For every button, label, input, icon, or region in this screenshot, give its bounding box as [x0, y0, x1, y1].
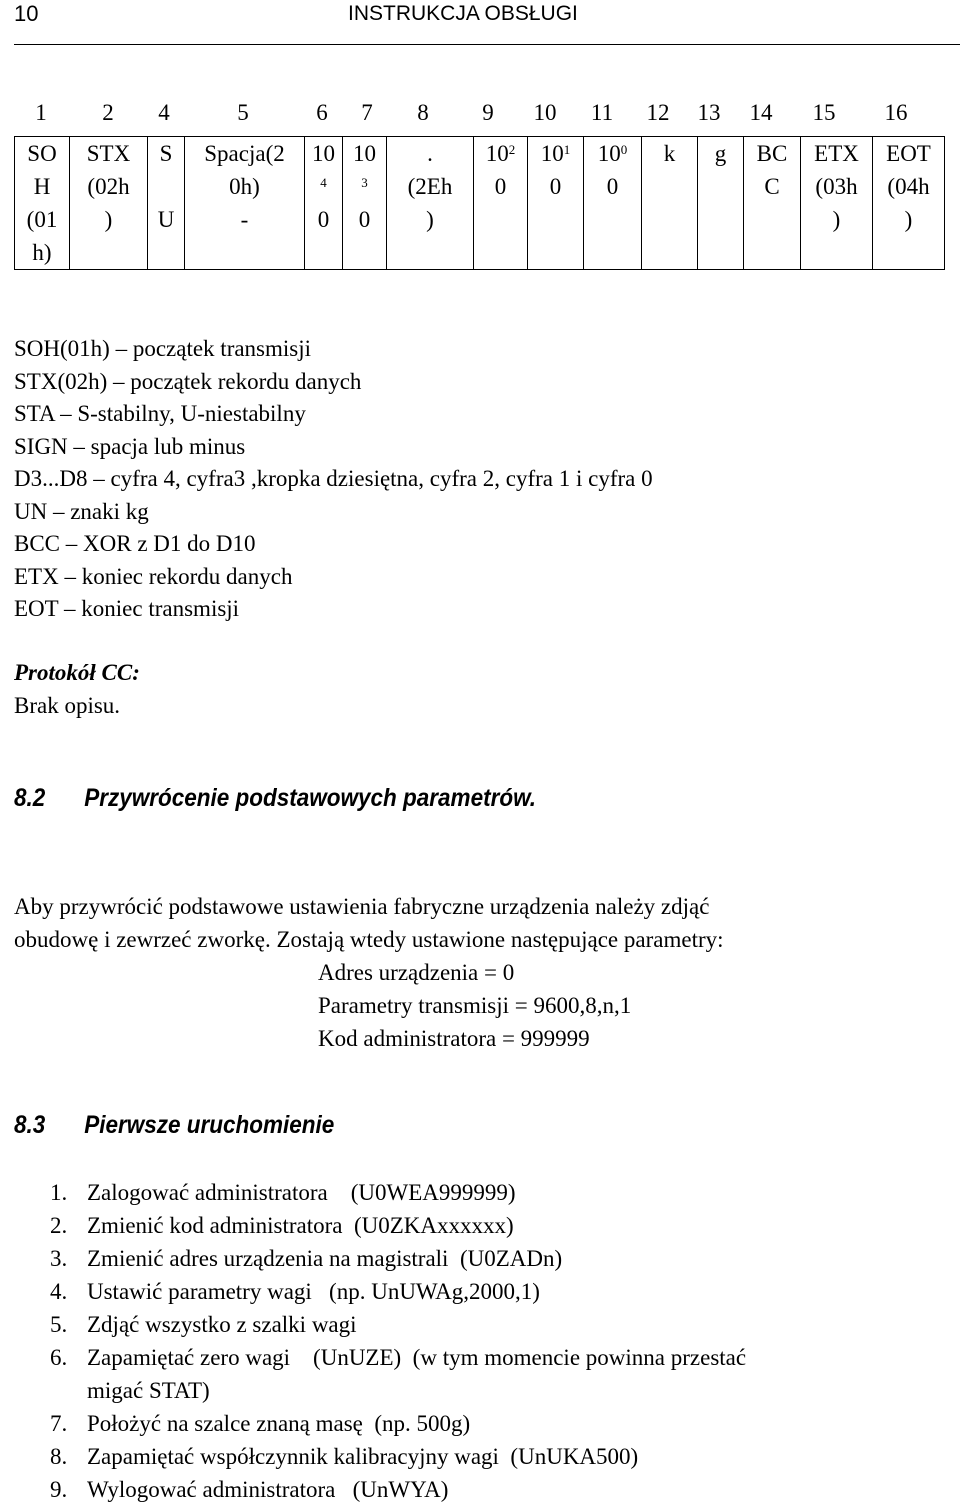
definition-line: STX(02h) – początek rekordu danych: [14, 368, 362, 394]
paragraph-line: obudowę i zewrzeć zworkę. Zostają wtedy ustawione następujące parametry:: [14, 927, 724, 952]
list-item: 3. Zmienić adres urządzenia na magistrali (U0ZADn): [50, 1246, 563, 1271]
list-item: 8. Zapamiętać współczynnik kalibracyjny wagi (UnUKA500): [50, 1444, 639, 1469]
page-header: [0, 0, 960, 48]
list-item: migać STAT): [87, 1378, 210, 1403]
col-num: 1: [35, 100, 47, 125]
cell-sta: S U: [148, 137, 185, 270]
col-num: 7: [361, 100, 373, 125]
list-item: 1. Zalogować administratora (U0WEA999999): [50, 1180, 516, 1205]
cell-digit-10-2: $10^2$ 0: [474, 137, 528, 270]
page-number: 10: [14, 1, 39, 26]
col-num: 12: [646, 100, 670, 125]
section-heading-8-2: [14, 784, 536, 813]
definition-line: SOH(01h) – początek transmisji: [14, 336, 312, 361]
cell-bcc: BC C: [744, 137, 801, 270]
definition-line: ETX – koniec rekordu danych: [14, 563, 293, 589]
col-num: 15: [812, 100, 836, 125]
col-num: 4: [158, 100, 170, 125]
cell-unit-k: k: [642, 137, 698, 270]
cell-digit-10-1: $10^1$ 0: [528, 137, 584, 270]
protocol-cc-text: Brak opisu.: [14, 693, 121, 718]
parameter-line: Kod administratora = 999999: [318, 1026, 590, 1051]
header-rule: [14, 44, 960, 45]
col-num: 5: [237, 100, 249, 125]
cell-digit-10-4: 10 $^4$ 0: [305, 137, 343, 270]
col-num: 16: [884, 100, 908, 125]
col-num: 8: [417, 100, 429, 125]
section-heading-8-3: [14, 1111, 334, 1140]
cell-stx: STX (02h ): [70, 137, 148, 270]
definition-line: EOT – koniec transmisji: [14, 596, 240, 621]
col-num: 11: [590, 100, 614, 125]
col-num: 14: [749, 100, 773, 125]
paragraph-line: Aby przywrócić podstawowe ustawienia fabryczne urządzenia należy zdjąć: [14, 894, 710, 919]
cell-eot: EOT (04h ): [873, 137, 945, 270]
cell-soh: SO H (01 h): [15, 137, 70, 270]
col-num: 2: [102, 100, 114, 125]
col-num: 13: [697, 100, 721, 125]
cell-digit-10-0: $10^0$ 0: [584, 137, 642, 270]
parameter-line: Parametry transmisji = 9600,8,n,1: [318, 993, 632, 1018]
definition-line: STA – S-stabilny, U-niestabilny: [14, 401, 306, 426]
cell-sign: Spacja(2 0h) -: [185, 137, 305, 270]
parameter-line: Adres urządzenia = 0: [318, 960, 515, 985]
header-title: INSTRUKCJA OBSŁUGI: [348, 2, 578, 25]
list-item: 9. Wylogować administratora (UnWYA): [50, 1477, 449, 1502]
cell-decimal-point: . (2Eh ): [387, 137, 474, 270]
list-item: 2. Zmienić kod administratora (U0ZKAxxxxxx): [50, 1213, 514, 1238]
frame-format-table: [14, 136, 945, 270]
column-number-row: [14, 100, 960, 132]
definition-line: BCC – XOR z D1 do D10: [14, 531, 256, 556]
setup-steps-list: [14, 1176, 746, 1506]
definition-line: SIGN – spacja lub minus: [14, 433, 246, 459]
protocol-cc-heading: Protokół CC:: [14, 660, 140, 685]
col-num: 9: [482, 100, 494, 125]
list-item: 5. Zdjąć wszystko z szalki wagi: [50, 1312, 357, 1337]
col-num: 6: [316, 100, 328, 125]
definition-line: D3...D8 – cyfra 4, cyfra3 ,kropka dziesiętna, cyfra 2, cyfra 1 i cyfra 0: [14, 466, 653, 491]
list-item: 6. Zapamiętać zero wagi (UnUZE) (w tym momencie powinna przestać: [50, 1345, 747, 1370]
cell-etx: ETX (03h ): [801, 137, 873, 270]
section-8-2-body: [14, 890, 724, 1055]
section-title: Pierwsze uruchomienie: [84, 1111, 335, 1139]
list-item: 4. Ustawić parametry wagi (np. UnUWAg,2000,1): [50, 1279, 540, 1304]
list-item: 7. Położyć na szalce znaną masę (np. 500g): [50, 1411, 471, 1436]
col-num: 10: [533, 100, 557, 125]
cell-unit-g: g: [698, 137, 744, 270]
section-number: 8.2: [14, 784, 46, 812]
cell-digit-10-3: 10 $^3$ 0: [343, 137, 387, 270]
definition-line: UN – znaki kg: [14, 498, 149, 524]
field-definitions: [14, 333, 653, 626]
section-title: Przywrócenie podstawowych parametrów.: [84, 784, 536, 812]
section-number: 8.3: [14, 1111, 46, 1139]
